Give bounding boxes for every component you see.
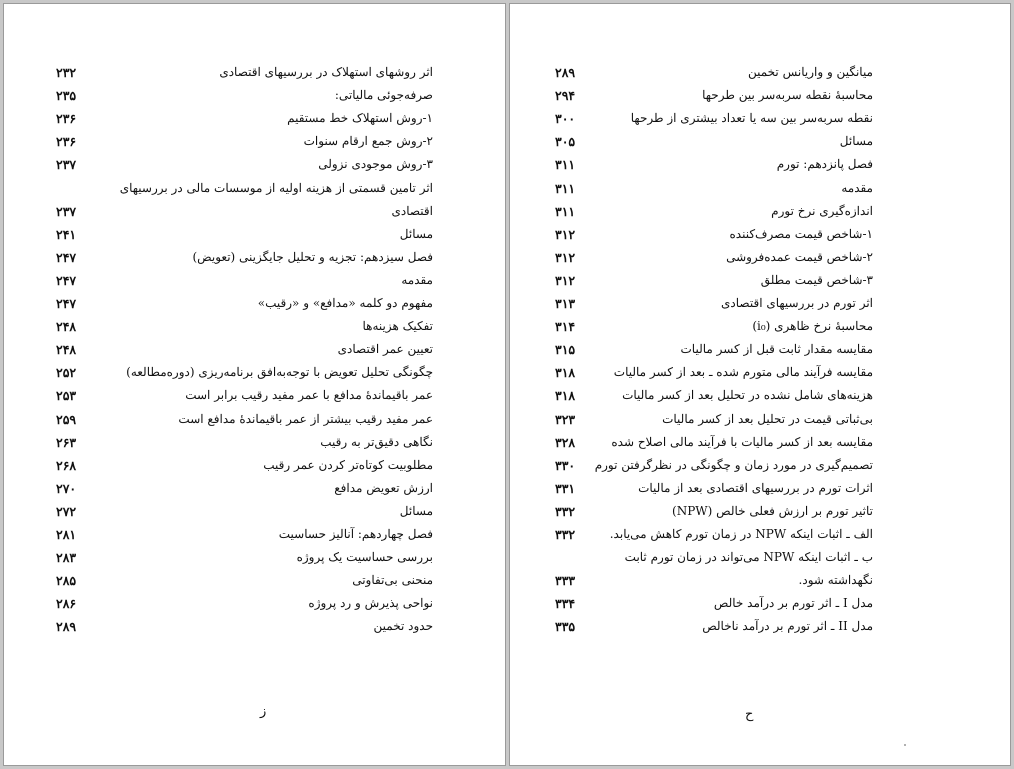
toc-entry-page-number: ۲۵۲ [56,365,77,381]
toc-entry-page-number: ۳۱۸ [555,365,576,381]
toc-entry-title: تفکیک هزینه‌ها [362,319,433,334]
toc-entry-page-number: ۳۳۴ [555,596,576,612]
toc-entry-page-number: ۳۱۳ [555,296,576,311]
toc-entry-title: مسائل [399,503,433,518]
toc-entry-title: مقدمه [401,272,433,287]
toc-entry-page-number: ۳۳۰ [555,457,576,473]
toc-entry-title: اثر تامین قسمتی از هزینه اولیه از موسسات مالی در بررسیهای [119,180,433,195]
toc-entry-page-number: ۳۱۲ [555,272,576,288]
toc-entry-page-number: ۲۵۹ [56,411,77,427]
toc-entry-page-number: ۳۳۳ [555,573,576,589]
toc-entry-title: الف ـ اثبات اینکه NPW در زمان تورم کاهش می‌یابد. [609,527,873,541]
toc-entry-title: مسائل [399,226,433,241]
toc-entry-page-number: ۳۰۰ [555,111,576,127]
toc-entry-page-number: ۲۳۶ [56,111,77,127]
toc-entry-page-number: ۲۳۵ [56,88,77,104]
toc-entry-title: نگاهی دقیق‌تر به رقیب [320,434,433,449]
toc-entry-page-number: ۳۳۲ [555,527,576,542]
toc-entry-title: اندازه‌گیری نرخ تورم [771,203,873,218]
toc-entry-title: بررسی حساسیت یک پروژه [296,550,433,565]
toc-entry-title: مطلوبیت کوتاه‌تر کردن عمر رقیب [263,457,433,472]
toc-entry-title: چگونگی تحلیل تعویض با توجه‌به‌افق برنامه‌ریزی (دوره‌مطالعه) [126,365,433,380]
toc-entry-page-number: ۲۴۱ [56,226,77,242]
toc-entry-page-number: ۳۲۸ [555,434,576,450]
toc-entry-page-number: ۳۳۱ [555,480,576,496]
toc-entry-page-number: ۳۱۴ [555,319,576,335]
toc-entry-page-number: ۳۲۳ [555,411,576,427]
toc-entry-title: فصل سیزدهم: تجزیه و تحلیل جایگزینی (تعویض) [192,249,433,264]
toc-entry-page-number: ۲۷۲ [56,503,77,519]
toc-entry-page-number: ۳۳۲ [555,503,576,519]
toc-entry-page-number: ۳۱۱ [555,180,576,196]
toc-entry-title: ۱-روش استهلاک خط مستقیم [287,111,433,126]
toc-entry-page-number: ۲۴۸ [56,319,77,335]
toc-entry-page-number: ۲۳۲ [56,65,77,80]
left-page [3,3,506,766]
toc-entry-title: فصل پانزدهم: تورم [776,157,873,172]
toc-entry-title: ۱-شاخص قیمت مصرف‌کننده [729,226,873,241]
toc-entry-title: نقطه سربه‌سر بین سه یا تعداد بیشتری از طرحها [630,111,873,126]
toc-entry-page-number: ۳۱۸ [555,388,576,404]
toc-entry-title: نگهداشته شود. [798,573,873,588]
toc-entry-title: ۲-شاخص قیمت عمده‌فروشی [726,249,873,264]
toc-entry-title: مفهوم دو کلمه «مدافع» و «رقیب» [257,296,433,310]
toc-entry-page-number: ۳۱۱ [555,157,576,173]
toc-entry-page-number: ۲۶۳ [56,434,77,450]
toc-entry-title: ۲-روش جمع ارقام سنوات [303,134,433,149]
toc-entry-title: عمر مفید رقیب بیشتر از عمر باقیماندهٔ مدافع است [178,411,433,426]
toc-entry-page-number: ۲۴۷ [56,249,77,265]
toc-entry-title: عمر باقیماندهٔ مدافع با عمر مفید رقیب برابر است [185,388,433,403]
toc-entry-title: اثرات تورم در بررسیهای اقتصادی بعد از مالیات [638,480,873,495]
toc-entry-title: تعیین عمر اقتصادی [337,342,433,357]
toc-entry-page-number: ۲۸۳ [56,550,77,566]
toc-entry-page-number: ۳۱۲ [555,249,576,265]
toc-entry-page-number: ۳۱۵ [555,342,576,358]
toc-entry-title: تاثیر تورم بر ارزش فعلی خالص (NPW) [672,503,873,518]
toc-entry-title: میانگین و واریانس تخمین [747,65,873,79]
toc-entry-page-number: ۲۴۷ [56,296,77,311]
toc-entry-page-number: ۳۱۲ [555,226,576,242]
toc-entry-title: مقایسه فرآیند مالی متورم شده ـ بعد از کسر مالیات [613,365,873,380]
toc-entry-page-number: ۲۴۸ [56,342,77,358]
toc-entry-title: حدود تخمین [373,619,433,634]
toc-entry-title: منحنی بی‌تفاوتی [352,573,433,588]
toc-entry-page-number: ۲۶۸ [56,457,77,473]
toc-entry-title: ب ـ اثبات اینکه NPW می‌تواند در زمان تورم ثابت [624,550,873,565]
toc-entry-title: ۳-روش موجودی نزولی [318,157,433,172]
toc-entry-page-number: ۲۳۷ [56,157,77,173]
toc-entry-page-number: ۲۸۹ [555,65,576,80]
toc-entry-page-number: ۳۱۱ [555,203,576,219]
toc-entry-title: مسائل [839,134,873,149]
toc-entry-page-number: ۲۸۱ [56,527,77,542]
page-folio: ز [260,704,267,719]
toc-entry-title: فصل چهاردهم: آنالیز حساسیت [278,527,433,541]
toc-entry-page-number: ۳۰۵ [555,134,576,150]
toc-entry-title: مقایسه مقدار ثابت قبل از کسر مالیات [680,342,873,357]
toc-entry-page-number: ۲۳۷ [56,203,77,219]
toc-entry-title: مقدمه [841,180,873,195]
toc-entry-title: مدل II ـ اثر تورم بر درآمد ناخالص [702,619,873,634]
right-page [509,3,1011,766]
toc-entry-title: محاسبهٔ نرخ ظاهری (i₀) [752,319,873,334]
toc-entry-page-number: ۲۴۷ [56,272,77,288]
page-speck [904,744,906,746]
toc-entry-title: اثر روشهای استهلاک در بررسیهای اقتصادی [219,65,433,79]
toc-entry-page-number: ۲۷۰ [56,480,77,496]
toc-entry-title: تصمیم‌گیری در مورد زمان و چگونگی در نظرگرفتن تورم [594,457,873,472]
toc-entry-page-number: ۲۵۳ [56,388,77,404]
toc-entry-title: مدل I ـ اثر تورم بر درآمد خالص [713,596,873,611]
toc-entry-page-number: ۲۹۴ [555,88,576,104]
toc-entry-title: هزینه‌های شامل نشده در تحلیل بعد از کسر مالیات [622,388,873,403]
toc-entry-page-number: ۲۸۹ [56,619,77,635]
toc-entry-page-number: ۳۳۵ [555,619,576,635]
toc-entry-title: بی‌ثباتی قیمت در تحلیل بعد از کسر مالیات [662,411,873,426]
toc-entry-title: اثر تورم در بررسیهای اقتصادی [721,296,873,310]
toc-entry-title: صرفه‌جوئی مالیاتی: [334,88,433,103]
toc-entry-page-number: ۲۸۶ [56,596,77,612]
toc-entry-title: محاسبهٔ نقطه سربه‌سر بین طرحها [702,88,873,103]
toc-entry-title: مقایسه بعد از کسر مالیات با فرآیند مالی اصلاح شده [611,434,873,449]
toc-entry-title: اقتصادی [391,203,433,218]
page-folio: ح [745,707,754,722]
toc-entry-page-number: ۲۳۶ [56,134,77,150]
toc-entry-title: نواحی پذیرش و رد پروژه [308,596,433,611]
toc-entry-title: ۳-شاخص قیمت مطلق [760,272,873,287]
toc-entry-page-number: ۲۸۵ [56,573,77,589]
toc-entry-title: ارزش تعویض مدافع [334,480,433,495]
